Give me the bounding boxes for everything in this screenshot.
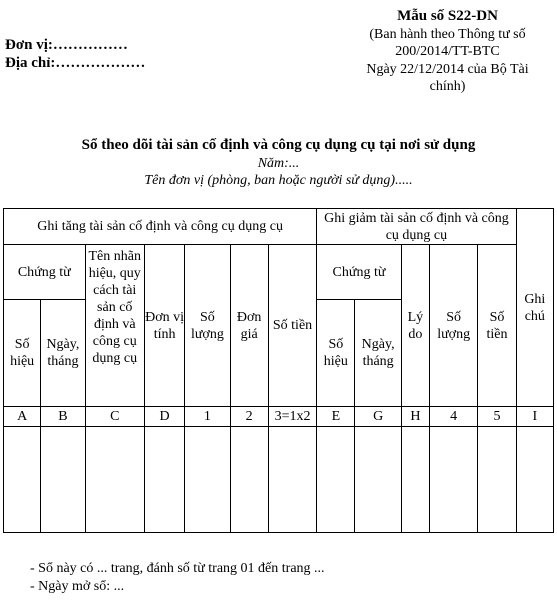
empty-cell[interactable] [355,427,401,533]
column-code: 4 [429,407,477,427]
column-code: A [4,407,41,427]
year-line: Năm:... [257,156,300,171]
unit-address-block [5,36,145,72]
column-code: G [355,407,401,427]
column-code: D [144,407,184,427]
amount-header: Số tiền [268,245,316,407]
decrease-quantity-header: Số lượng [429,245,477,407]
decrease-voucher-header: Chứng từ [317,245,402,300]
decrease-voucher-date-header: Ngày, tháng [355,300,401,407]
decrease-voucher-no-header: Số hiệu [317,300,355,407]
increase-voucher-date-header: Ngày, tháng [41,300,85,407]
empty-cell[interactable] [429,427,477,533]
issued-line-2: 200/2014/TT-BTC [395,44,500,59]
address-label: Địa chỉ:……………… [5,55,146,71]
column-code: B [41,407,85,427]
increase-group-header: Ghi tăng tài sản cố định và công cụ dụng cụ [4,209,317,245]
reason-header: Lý do [401,245,429,407]
page-count-line: - Sổ này có ... trang, đánh số từ trang 01 đến trang ... [30,561,325,576]
empty-cell[interactable] [268,427,316,533]
column-code: C [85,407,144,427]
empty-cell[interactable] [144,427,184,533]
unit-label: Đơn vị:…………… [5,37,128,53]
increase-voucher-no-header: Số hiệu [4,300,41,407]
increase-voucher-header: Chứng từ [4,245,86,300]
empty-cell[interactable] [317,427,355,533]
empty-cell[interactable] [478,427,516,533]
decrease-group-header: Ghi giảm tài sản cố định và công cụ dụng cụ [317,209,516,245]
empty-cell[interactable] [516,427,553,533]
quantity-header: Số lượng [185,245,230,407]
open-date-line: - Ngày mở sổ: ... [30,579,125,594]
column-code: I [516,407,553,427]
table-row [4,427,554,533]
unit-price-header: Đơn giá [230,245,268,407]
issued-line-1: (Ban hành theo Thông tư số [369,26,526,42]
unit-header: Đơn vị tính [144,245,184,407]
empty-cell[interactable] [41,427,85,533]
asset-name-header: Tên nhãn hiệu, quy cách tài sản cố định và công cụ dụng cụ [85,245,144,407]
column-code: 2 [230,407,268,427]
ledger-title: Sổ theo dõi tài sản cố định và công cụ dụng cụ tại nơi sử dụng [81,137,476,153]
empty-cell[interactable] [185,427,230,533]
footer-notes [30,560,325,596]
note-header: Ghi chú [516,209,553,407]
asset-ledger-table [3,208,554,533]
empty-cell[interactable] [4,427,41,533]
issued-line-4: chính) [429,79,466,94]
column-code: 5 [478,407,516,427]
form-info-block [340,8,555,96]
form-number: Mẫu số S22-DN [397,8,498,24]
issued-line-3: Ngày 22/12/2014 của Bộ Tài [366,61,529,77]
decrease-amount-header: Số tiền [478,245,516,407]
column-code: H [401,407,429,427]
empty-cell[interactable] [85,427,144,533]
empty-cell[interactable] [401,427,429,533]
column-code: 1 [185,407,230,427]
column-code: E [317,407,355,427]
department-line: Tên đơn vị (phòng, ban hoặc người sử dụng)..... [144,173,413,188]
title-block [0,136,557,189]
column-code: 3=1x2 [268,407,316,427]
empty-cell[interactable] [230,427,268,533]
